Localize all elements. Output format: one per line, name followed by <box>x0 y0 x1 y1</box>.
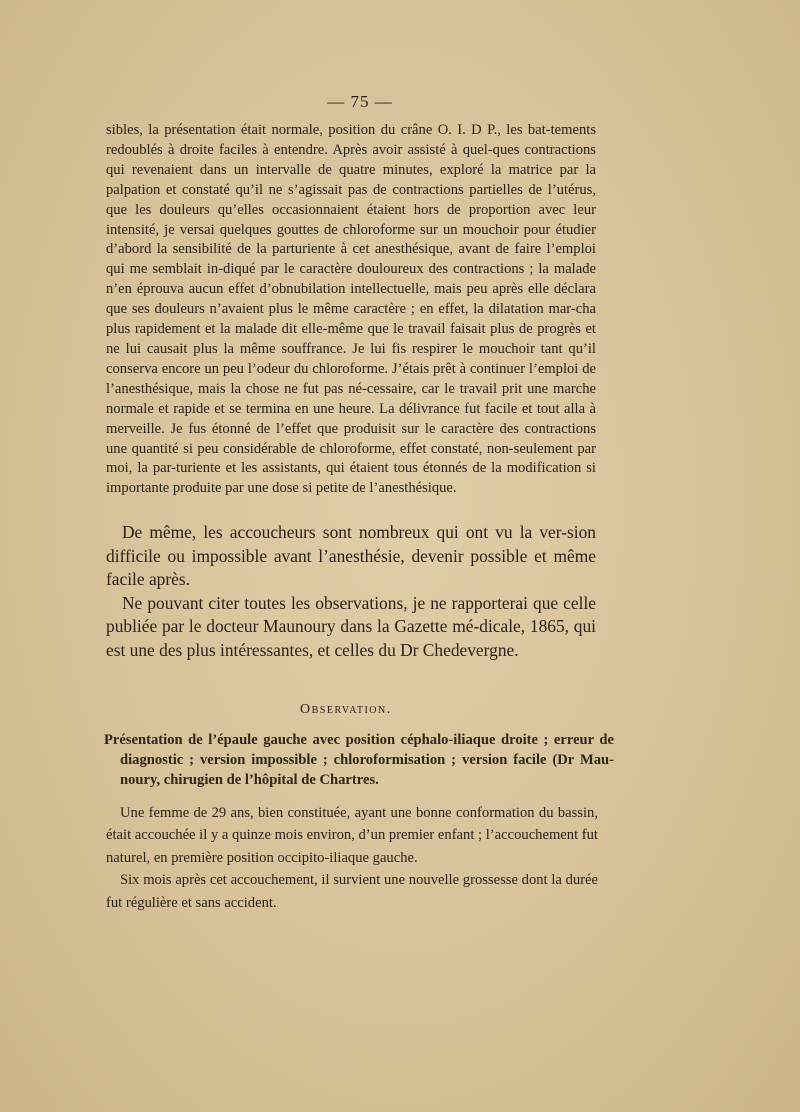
observation-summary: Présentation de l’épaule gauche avec position céphalo-iliaque droite ; erreur de diagnostic ; version impossible ; chloroformisation ; version facile (Dr Mau-noury, chirugien de l’hôpital de Chartres. <box>104 732 614 788</box>
paragraph: sibles, la présentation était normale, position du crâne O. I. D P., les bat-tements redoublés à droite faciles à entendre. Après avoir assisté à quel-ques contractions qui revenaient dans un intervalle de quatre minutes, exploré la matrice par la palpation et constaté qu’il ne s’agissait pas de contractions partielles de l’utérus, que les douleurs qu’elles occasionnaient étaient hors de proportion avec leur intensité, je versai quelques gouttes de chloroforme sur un mouchoir pour étudier d’abord la sensibilité de la parturiente à cet anesthésique, avant de faire l’emploi qui me semblait in-diqué par le caractère douloureux des contractions ; la malade n’en éprouva aucun effet d’obnubilation intellectuelle, mais peu après elle déclara que ses douleurs n’avaient plus le même caractère ; en effet, la dilatation mar-cha plus rapidement et la malade dit elle-même que le travail faisait plus de progrès et ne lui causait plus la même souffrance. Je lui fis respirer le mouchoir tant qu’il conserva encore un peu l’odeur du chloroforme. J’étais prêt à continuer l’emploi de l’anesthésique, mais la chose ne fut pas né-cessaire, car le travail prit une marche normale et rapide et se termina en une heure. La délivrance fut facile et tout alla à merveille. Je fus étonné de l’effet que produisit sur le caractère des contractions une quantité si peu considérable de chloroforme, effet constaté, non-seulement par moi, la par-turiente et les assistants, qui étaient tous étonnés de la modification si importante produite par une dose si petite de l’anesthésique. <box>106 122 596 497</box>
paragraph: De même, les accoucheurs sont nombreux qui ont vu la ver-sion difficile ou impossible avant l’anesthésie, devenir possible et même facile après. <box>106 522 596 590</box>
text-block-large <box>106 521 596 663</box>
paragraph: Six mois après cet accouchement, il survient une nouvelle grossesse dont la durée fut régulière et sans accident. <box>106 872 598 911</box>
paragraph: Une femme de 29 ans, bien constituée, ayant une bonne conformation du bassin, était accouchée il y a quinze mois environ, d’un premier enfant ; l’accouchement fut naturel, en première position occipito-iliaque gauche. <box>106 805 598 866</box>
paragraph: Ne pouvant citer toutes les observations, je ne rapporterai que celle publiée par le docteur Maunoury dans la Gazette mé-dicale, 1865, qui est une des plus intéressantes, et celles du Dr Chedevergne. <box>106 592 596 660</box>
page-number: — 75 — <box>327 92 393 111</box>
observation-title: Observation. <box>300 702 392 717</box>
text-block-top <box>106 121 596 499</box>
text-block-observation <box>106 802 598 914</box>
